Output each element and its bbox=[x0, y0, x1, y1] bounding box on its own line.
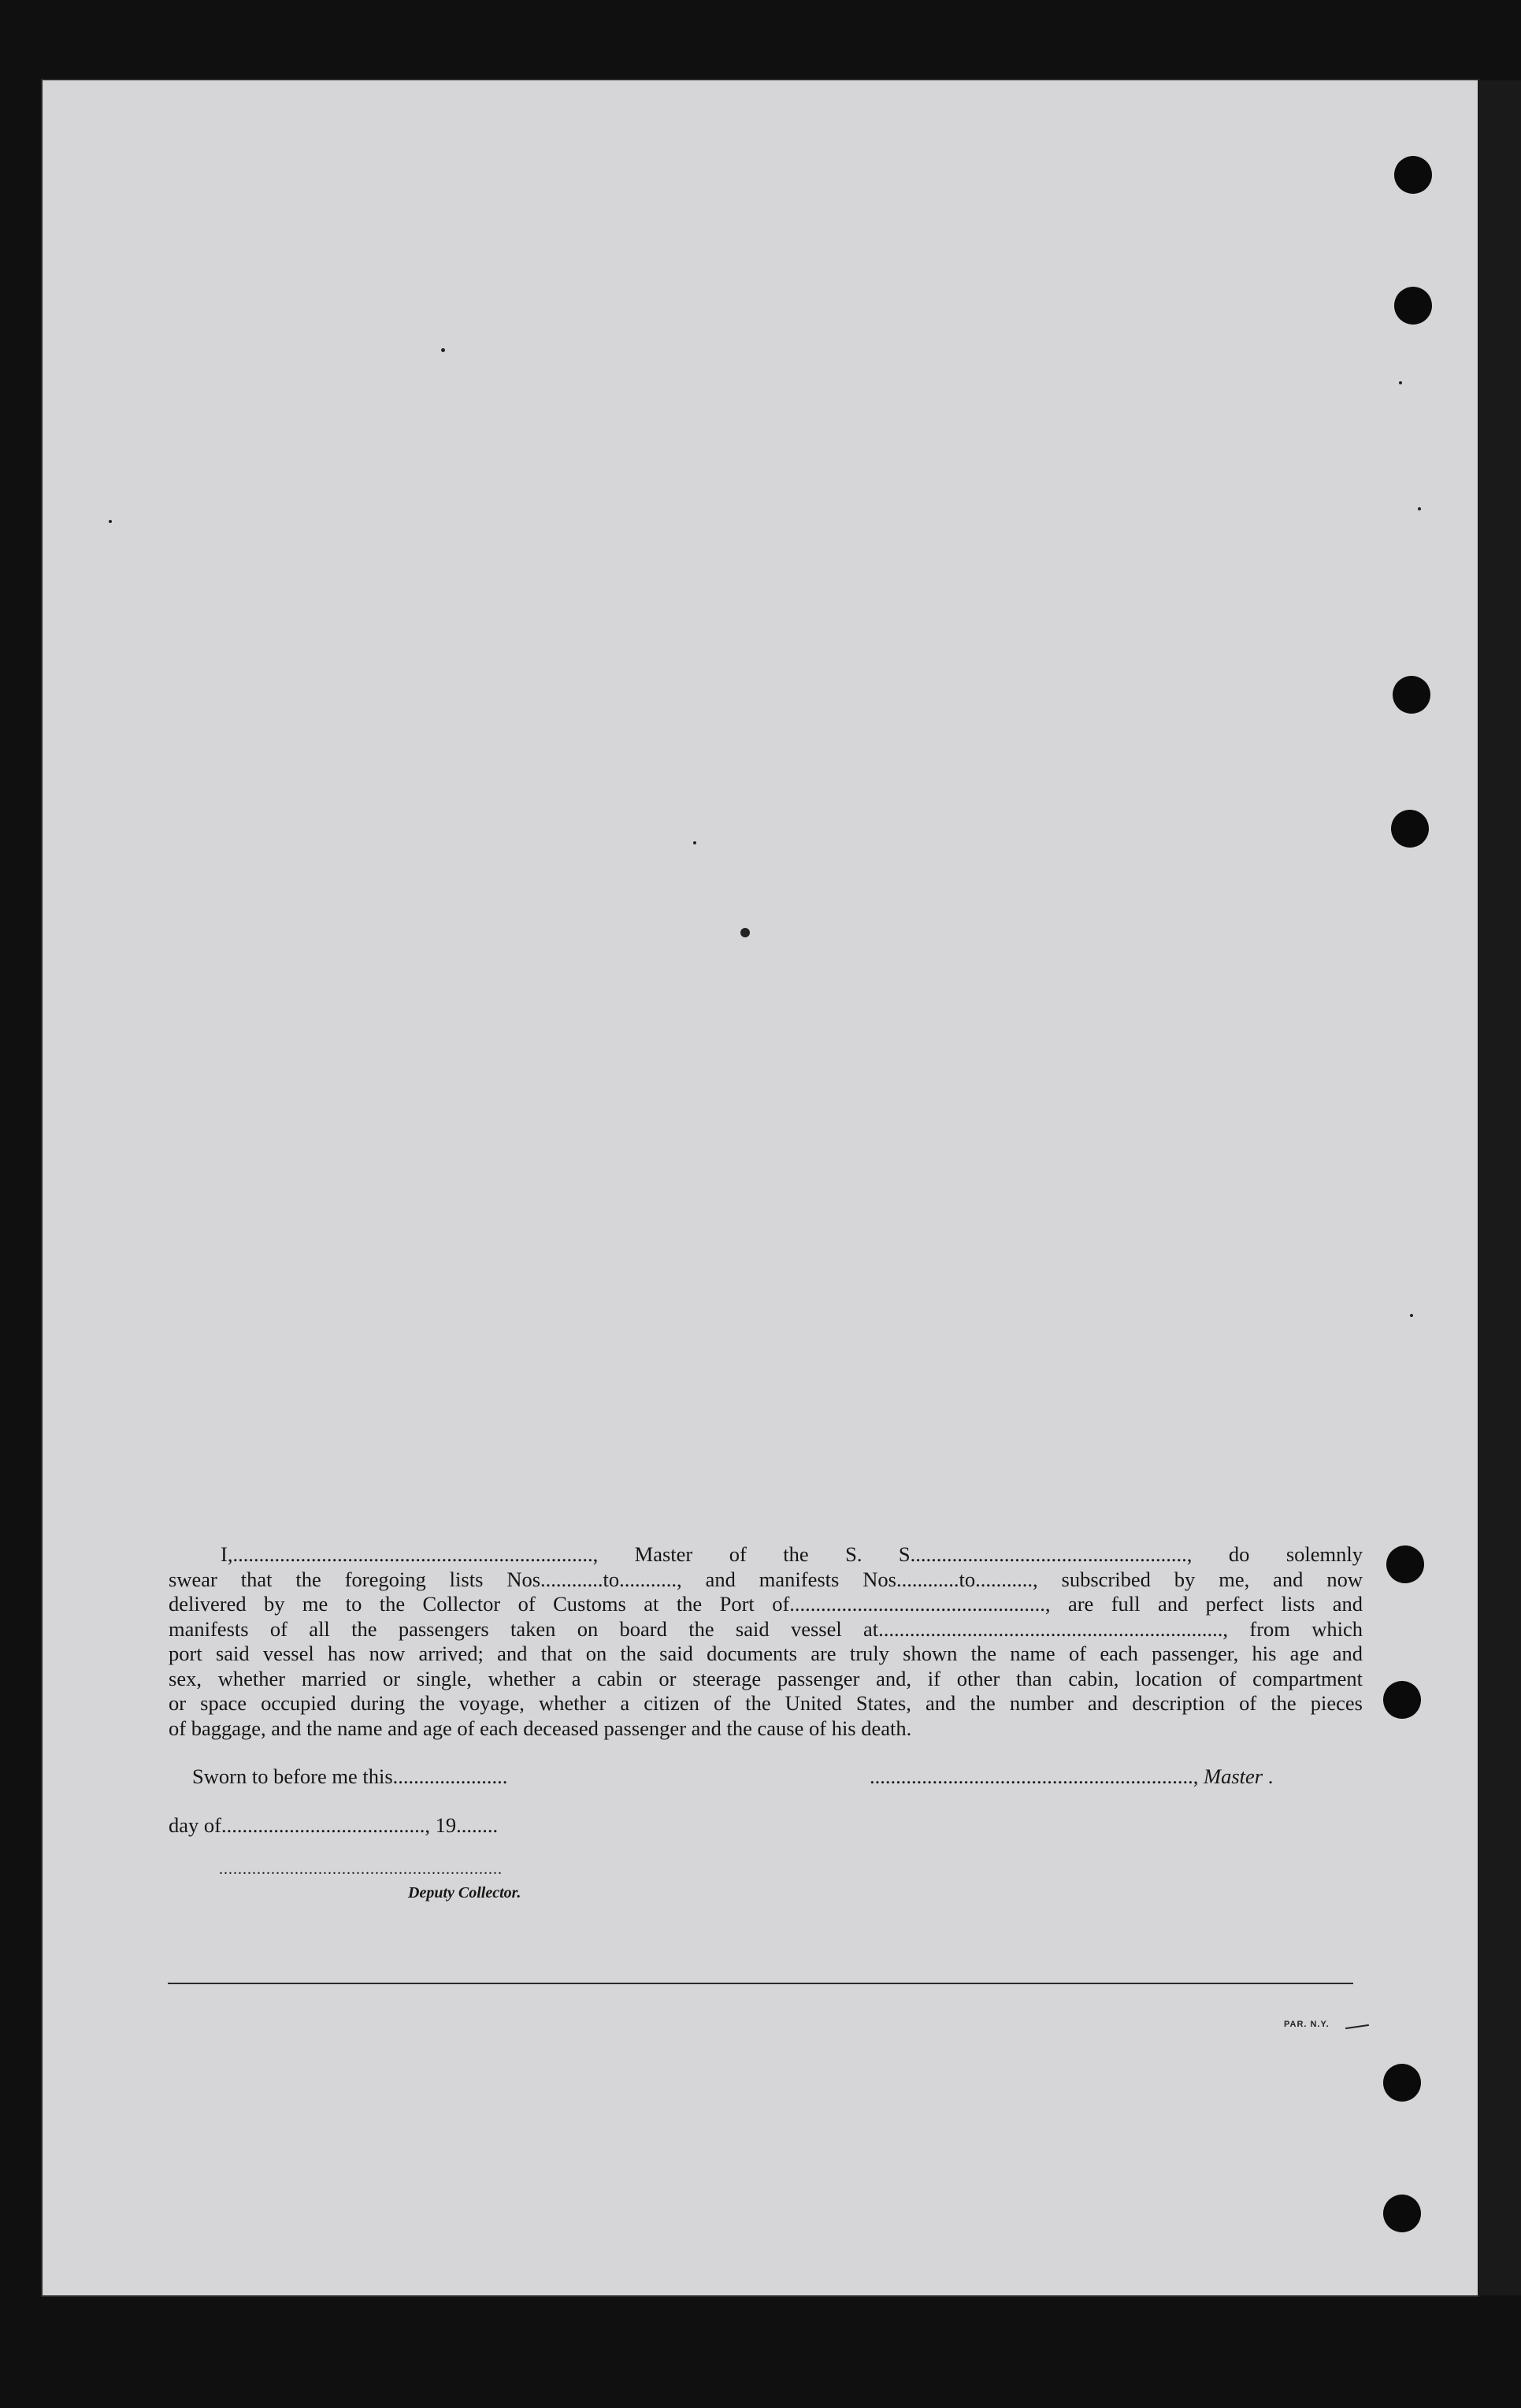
oath-line: swear that the foregoing lists Nos............to..........., and manifests Nos............to..........., subscribed by me, and now bbox=[169, 1567, 1363, 1591]
sworn-text: Sworn to before me this...................... bbox=[192, 1764, 508, 1788]
document-page bbox=[43, 80, 1478, 2295]
binder-hole bbox=[1394, 156, 1432, 194]
scan-speck bbox=[740, 928, 750, 937]
master-suffix: . bbox=[1267, 1764, 1274, 1788]
binder-hole bbox=[1383, 1681, 1421, 1719]
oath-line: I,....................................................................., Master of the S. S....................................................., do solemnly bbox=[221, 1542, 1363, 1566]
deputy-collector-label: Deputy Collector. bbox=[408, 1884, 521, 1902]
oath-line: port said vessel has now arrived; and that on the said documents are truly shown the name of each passenger, his age and bbox=[169, 1642, 1363, 1665]
scan-speck bbox=[1399, 381, 1402, 384]
scan-speck bbox=[693, 841, 696, 844]
horizontal-rule bbox=[168, 1983, 1353, 1984]
binder-hole bbox=[1386, 1545, 1424, 1583]
binder-hole bbox=[1383, 2064, 1421, 2102]
scan-speck bbox=[441, 348, 445, 352]
oath-paragraph bbox=[169, 1542, 1363, 1741]
oath-line: or space occupied during the voyage, whether a citizen of the United States, and the number and description of the pieces bbox=[169, 1691, 1363, 1715]
scan-edge bbox=[1478, 80, 1521, 2295]
master-dots: .............................................................., bbox=[870, 1764, 1199, 1788]
oath-line: sex, whether married or single, whether a cabin or steerage passenger and, if other than cabin, location of compartment bbox=[169, 1666, 1363, 1690]
day-line: day of......................................., 19........ bbox=[169, 1813, 499, 1837]
oath-line: manifests of all the passengers taken on board the said vessel at.................................................................., from which bbox=[169, 1616, 1363, 1641]
oath-line: of baggage, and the name and age of each deceased passenger and the cause of his death. bbox=[169, 1716, 912, 1740]
master-signature-line bbox=[870, 1764, 1273, 1789]
master-label: Master bbox=[1204, 1764, 1263, 1788]
form-code: PAR. N.Y. bbox=[1284, 2020, 1330, 2029]
binder-hole bbox=[1394, 287, 1432, 325]
scan-speck bbox=[1418, 507, 1421, 510]
oath-line: delivered by me to the Collector of Customs at the Port of................................................., are full and perfect lists and bbox=[169, 1592, 1363, 1616]
binder-hole bbox=[1383, 2195, 1421, 2232]
binder-hole bbox=[1393, 676, 1430, 714]
deputy-signature-dots: ............................................................ bbox=[219, 1861, 503, 1878]
binder-hole bbox=[1391, 810, 1429, 848]
scan-speck bbox=[109, 520, 112, 523]
scan-speck bbox=[1410, 1314, 1413, 1317]
